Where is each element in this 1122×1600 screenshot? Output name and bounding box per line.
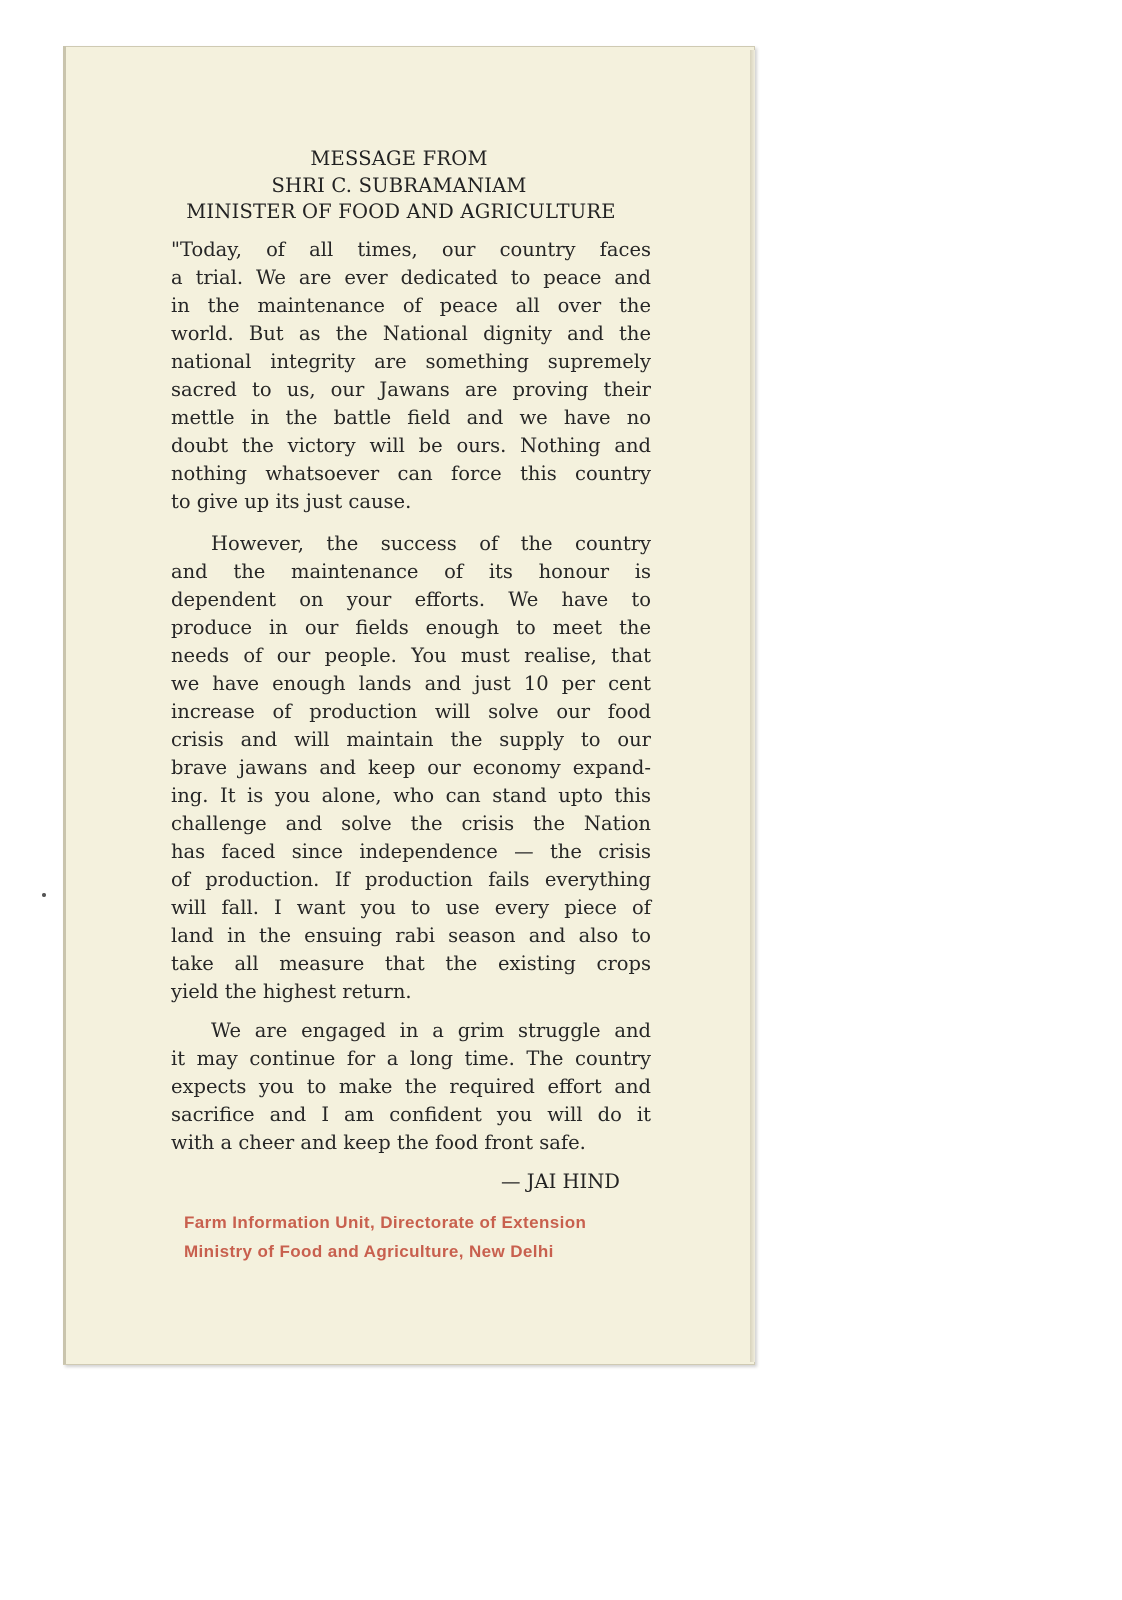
- paragraph-line: it may continue for a long time. The country: [171, 1047, 651, 1070]
- heading-line-2: SHRI C. SUBRAMANIAM: [271, 174, 527, 197]
- paragraph-line: nothing whatsoever can force this country: [171, 462, 651, 485]
- dust-speck: [42, 893, 46, 897]
- paragraph-line: of production. If production fails everything: [171, 868, 651, 891]
- paragraph-line: expects you to make the required effort and: [171, 1075, 651, 1098]
- paragraph-line: yield the highest return.: [171, 980, 412, 1003]
- paragraph-line: "Today, of all times, our country faces: [171, 238, 651, 261]
- paragraph-line: will fall. I want you to use every piece of: [171, 896, 651, 919]
- page-right-edge: [750, 50, 755, 1362]
- paragraph-1: [171, 236, 651, 516]
- paragraph-line: has faced since independence — the crisis: [171, 840, 651, 863]
- paragraph-line: increase of production will solve our food: [171, 700, 651, 723]
- page-left-edge: [63, 46, 66, 1364]
- paragraph-line: to give up its just cause.: [171, 490, 412, 513]
- footer-line-2: Ministry of Food and Agriculture, New Delhi: [184, 1242, 554, 1261]
- paragraph-line: mettle in the battle field and we have no: [171, 406, 651, 429]
- signoff: — JAI HIND: [501, 1170, 620, 1193]
- paragraph-line: ing. It is you alone, who can stand upto this: [171, 784, 651, 807]
- paragraph-line: However, the success of the country: [211, 532, 651, 555]
- paragraph-line: a trial. We are ever dedicated to peace and: [171, 266, 651, 289]
- paragraph-line: needs of our people. You must realise, that: [171, 644, 651, 667]
- paragraph-line: take all measure that the existing crops: [171, 952, 651, 975]
- paragraph-line: national integrity are something supremely: [171, 350, 651, 373]
- paragraph-line: with a cheer and keep the food front safe.: [171, 1131, 586, 1154]
- leaflet-page: [63, 46, 755, 1365]
- paragraph-line: sacrifice and I am confident you will do it: [171, 1103, 651, 1126]
- paragraph-line: and the maintenance of its honour is: [171, 560, 651, 583]
- paragraph-line: world. But as the National dignity and the: [171, 322, 651, 345]
- heading-line-3: MINISTER OF FOOD AND AGRICULTURE: [186, 200, 616, 223]
- paragraph-line: dependent on your efforts. We have to: [171, 588, 651, 611]
- footer-line-1: Farm Information Unit, Directorate of Extension: [184, 1213, 587, 1232]
- paragraph-line: crisis and will maintain the supply to our: [171, 728, 651, 751]
- paragraph-line: doubt the victory will be ours. Nothing and: [171, 434, 651, 457]
- heading-line-1: MESSAGE FROM: [310, 147, 488, 170]
- paragraph-line: in the maintenance of peace all over the: [171, 294, 651, 317]
- paragraph-line: land in the ensuing rabi season and also to: [171, 924, 651, 947]
- paragraph-line: We are engaged in a grim struggle and: [211, 1019, 651, 1042]
- paragraph-line: sacred to us, our Jawans are proving their: [171, 378, 651, 401]
- paragraph-3: [171, 1017, 651, 1157]
- paragraph-line: we have enough lands and just 10 per cent: [171, 672, 651, 695]
- paragraph-line: produce in our fields enough to meet the: [171, 616, 651, 639]
- paragraph-2: [171, 530, 651, 1006]
- paragraph-line: brave jawans and keep our economy expand-: [171, 756, 651, 779]
- paragraph-line: challenge and solve the crisis the Nation: [171, 812, 651, 835]
